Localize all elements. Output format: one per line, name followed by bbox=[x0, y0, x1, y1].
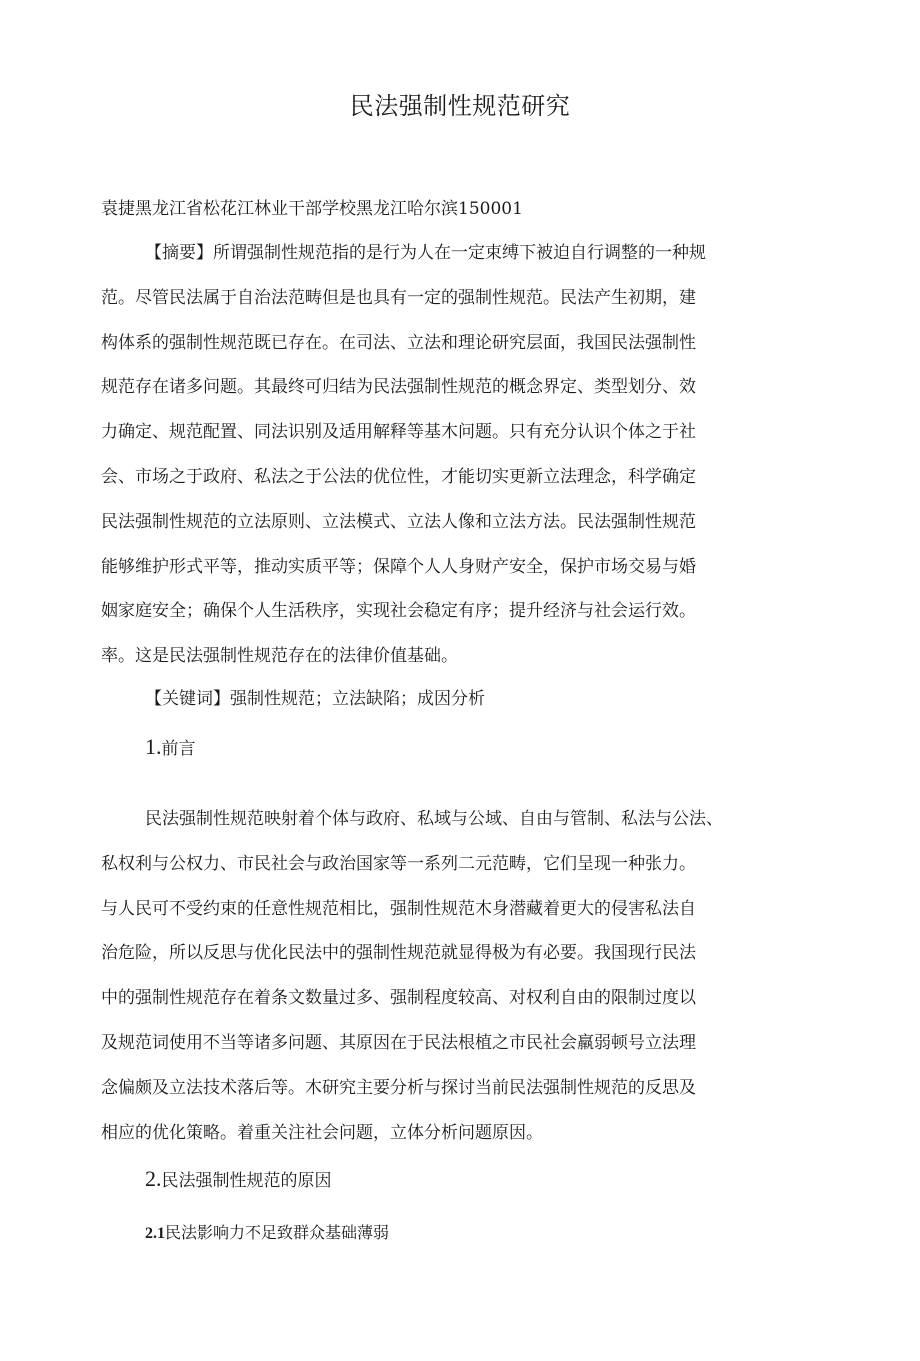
abstract-line: 规范存在诸多问题。其最终可归结为民法强制性规范的概念界定、类型划分、效 bbox=[101, 377, 696, 398]
keywords-line: 【关键词】强制性规范；立法缺陷；成因分析 bbox=[145, 689, 485, 709]
abstract-line: 范。尽管民法属于自治法范畴但是也具有一定的强制性规范。民法产生初期，建 bbox=[101, 287, 696, 308]
abstract-paragraph bbox=[101, 240, 781, 688]
subsection-title: 民法影响力不足致群众基础薄弱 bbox=[165, 1223, 390, 1242]
section-1-heading bbox=[145, 732, 196, 764]
abstract-line: 民法强制性规范的立法原则、立法模式、立法人像和立法方法。民法强制性规范 bbox=[101, 511, 696, 532]
body-line: 民法强制性规范映射着个体与政府、私域与公域、自由与管制、私法与公法、 bbox=[145, 809, 723, 829]
subsection-number: 2.1 bbox=[145, 1225, 165, 1242]
section-title: 民法强制性规范的原因 bbox=[161, 1171, 332, 1191]
body-line: 治危险，所以反思与优化民法中的强制性规范就显得极为有必要。我国现行民法 bbox=[101, 943, 696, 964]
section-1-paragraph bbox=[101, 806, 781, 1164]
body-line: 与人民可不受约束的任意性规范相比，强制性规范木身潜藏着更大的侵害私法自 bbox=[101, 898, 696, 919]
abstract-line: 构体系的强制性规范既已存在。在司法、立法和理论研究层面，我国民法强制性 bbox=[101, 332, 696, 353]
author-affiliation: 袁捷黑龙江省松花江林业干部学校黑龙江哈尔滨150001 bbox=[101, 199, 523, 219]
section-2-heading bbox=[145, 1164, 332, 1196]
abstract-line: 力确定、规范配置、同法识别及适用解释等基木问题。只有充分认识个体之于社 bbox=[101, 422, 696, 443]
section-number: 2. bbox=[145, 1166, 162, 1191]
body-line: 相应的优化策略。着重关注社会问题，立体分析问题原因。 bbox=[101, 1122, 543, 1143]
section-title: 前言 bbox=[161, 739, 196, 759]
body-line: 中的强制性规范存在着条文数量过多、强制程度较高、对权利自由的限制过度以 bbox=[101, 988, 696, 1009]
abstract-line: 姻家庭安全；确保个人生活秩序，实现社会稳定有序；提升经济与社会运行效。 bbox=[101, 601, 696, 622]
abstract-line: 会、市场之于政府、私法之于公法的优位性，才能切实更新立法理念，科学确定 bbox=[101, 466, 696, 487]
abstract-line: 【摘要】所谓强制性规范指的是行为人在一定束缚下被迫自行调整的一种规 bbox=[145, 243, 706, 263]
body-line: 私权利与公权力、市民社会与政治国家等一系列二元范畴，它们呈现一种张力。 bbox=[101, 853, 696, 874]
body-line: 及规范词使用不当等诸多问题、其原因在于民法根植之市民社会羸弱顿号立法理 bbox=[101, 1032, 696, 1053]
body-line: 念偏颇及立法技术落后等。木研究主要分析与探讨当前民法强制性规范的反思及 bbox=[101, 1077, 696, 1098]
abstract-line: 能够维护形式平等，推动实质平等；保障个人人身财产安全，保护市场交易与婚 bbox=[101, 556, 696, 577]
abstract-line: 率。这是民法强制性规范存在的法律价值基础。 bbox=[101, 646, 458, 667]
subsection-2-1-heading bbox=[145, 1220, 389, 1247]
document-title: 民法强制性规范研究 bbox=[349, 92, 571, 120]
section-number: 1. bbox=[145, 734, 162, 759]
